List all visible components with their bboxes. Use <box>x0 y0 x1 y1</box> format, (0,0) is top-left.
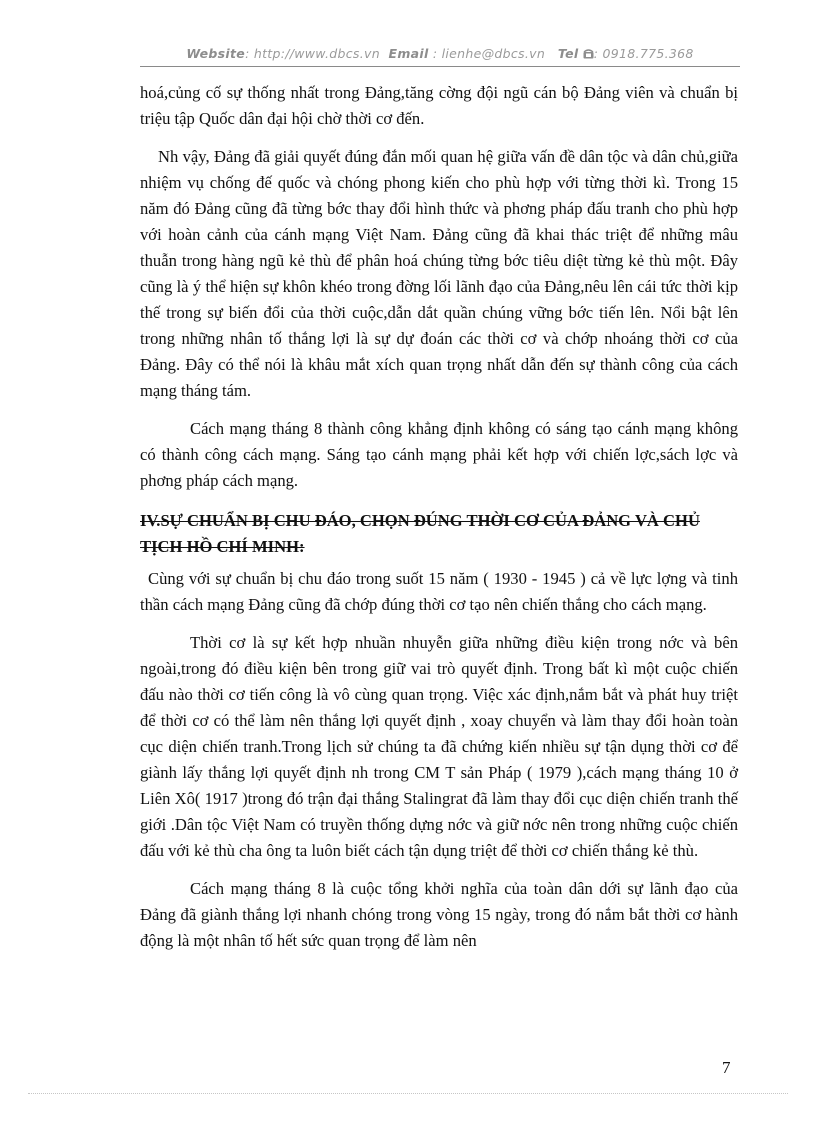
page-number: 7 <box>722 1058 731 1077</box>
header-tel-label: Tel <box>557 46 579 61</box>
paragraph-3: Cách mạng tháng 8 thành công khẳng định không có sáng tạo cánh mạng không có thành công cách mạng. Sáng tạo cánh mạng phải kết hợp với chiến lợc,sách lợc và phơng pháp cách mạng. <box>140 419 738 490</box>
paragraph-5: Thời cơ là sự kết hợp nhuần nhuyễn giữa những điều kiện trong nớc và bên ngoài,trong đó điều kiện bên trong giữ vai trò quyết định. Trong bất kì một cuộc chiến đấu nào thời cơ tiến công là vô cùng quan trọng. Việc xác định,nắm bắt và phát huy triệt để thời cơ có thể làm nên thắng lợi quyết định , xoay chuyển và làm thay đổi hoàn toàn cục diện chiến tranh.Trong lịch sử chúng ta đã chứng kiến nhiều sự tận dụng thời cơ để giành lấy thắng lợi quyết định nh trong CM T sản Pháp ( 1979 ),cách mạng tháng 10 ở Liên Xô( 1917 )trong đó trận đại thắng Stalingrat đã làm thay đổi cục diện chiến tranh thế giới .Dân tộc Việt Nam có truyền thống dựng nớc và giữ nớc nên trong những cuộc chiến đấu với kẻ thù cha ông ta luôn biết cách tận dụng triệt để thời cơ chiến thắng kẻ thù. <box>140 633 738 860</box>
footer-divider <box>28 1093 788 1094</box>
section-heading: IV.SỰ CHUẨN BỊ CHU ĐÁO, CHỌN ĐÚNG THỜI CƠ CỦA ĐẢNG VÀ CHỦ TỊCH HỒ CHÍ MINH: <box>140 511 700 556</box>
paragraph-1: hoá,củng cố sự thống nhất trong Đảng,tăng cờng đội ngũ cán bộ Đảng viên và chuẩn bị triệu tập Quốc dân đại hội chờ thời cơ đến. <box>140 83 738 128</box>
header-tel-value: : 0918.775.368 <box>593 46 694 61</box>
header-divider <box>140 66 740 67</box>
paragraph-2: Nh vậy, Đảng đã giải quyết đúng đắn mối quan hệ giữa vấn đề dân tộc và dân chủ,giữa nhiệm vụ chống đế quốc và chóng phong kiến cho phù hợp với từng thời kì. Trong 15 năm đó Đảng cũng đã từng bớc thay đổi hình thức và phơng pháp đấu tranh cho phù hợp với hoàn cảnh của cánh mạng Việt Nam. Đảng cũng đã khai thác triệt để những mâu thuẫn trong hàng ngũ kẻ thù để phân hoá chúng từng bớc tiêu diệt từng kẻ thù một. Đây cũng là ý thể hiện sự khôn khéo trong đờng lối lãnh đạo của Đảng,nêu lên cái tức thời kịp thế trong sự biến đổi của thời cuộc,dẫn dắt quần chúng vững bớc tiến lên. Nổi bật lên trong những nhân tố thắng lợi là sự dự đoán các thời cơ và chớp nhoáng thời cơ của Đảng. Đây có thể nói là khâu mắt xích quan trọng nhất dẫn đến sự thành công của cách mạng tháng tám. <box>140 147 738 400</box>
header-email-link[interactable]: : lienhe@dbcs.vn <box>432 46 546 61</box>
paragraph-6: Cách mạng tháng 8 là cuộc tổng khởi nghĩa của toàn dân dới sự lãnh đạo của Đảng đã giành thắng lợi nhanh chóng trong vòng 15 ngày, trong đó nắm bắt thời cơ hành động là một nhân tố hết sức quan trọng để làm nên <box>140 879 738 950</box>
phone-icon <box>583 49 594 59</box>
header-website-link[interactable]: : http://www.dbcs.vn <box>245 46 380 61</box>
body-text <box>140 80 738 966</box>
page-header <box>140 46 740 61</box>
header-website-label: Website <box>186 46 246 61</box>
header-email-label: Email <box>388 46 429 61</box>
paragraph-4: Cùng với sự chuẩn bị chu đáo trong suốt 15 năm ( 1930 - 1945 ) cả về lực lợng và tinh thần cách mạng Đảng cũng đã chớp đúng thời cơ tạo nên chiến thắng cho cách mạng. <box>140 569 738 614</box>
